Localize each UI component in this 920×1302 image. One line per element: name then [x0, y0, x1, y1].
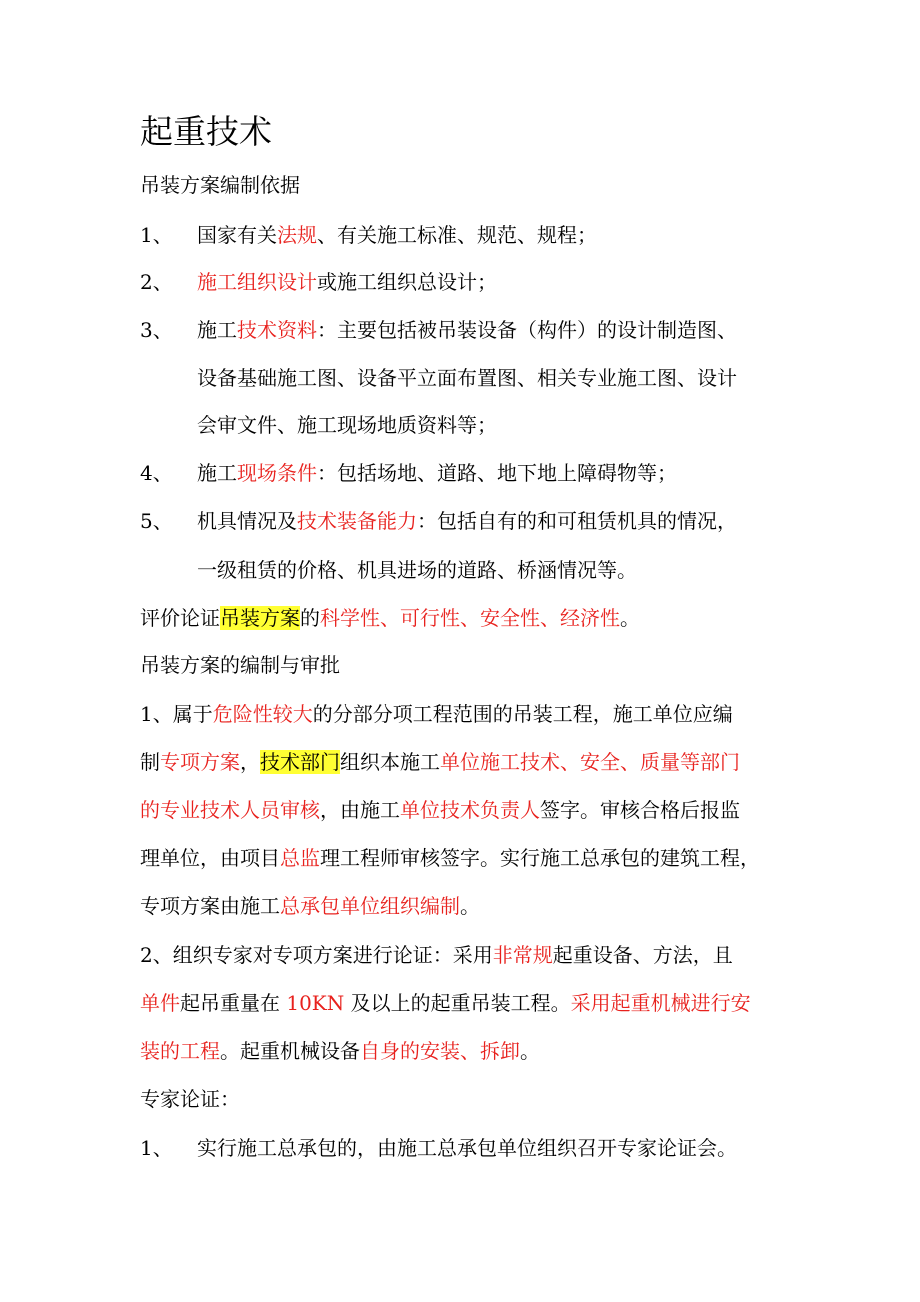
text-run: 采用起重机械进行安	[570, 991, 751, 1015]
text-run: 装的工程	[140, 1039, 220, 1063]
text-run: 。	[620, 606, 640, 630]
text-run: 总承包单位组织编制	[280, 894, 460, 918]
text-run: 制	[140, 750, 160, 774]
paragraph-line	[140, 844, 760, 872]
text-run: 10KN	[286, 991, 345, 1015]
text-run: 总监	[280, 846, 320, 870]
text-run: 会审文件、施工现场地质资料等；	[197, 413, 497, 437]
text-run: 组织本施工	[340, 750, 440, 774]
text-run: ：包括场地、道路、地下地上障碍物等；	[317, 461, 677, 485]
text-run: 单件	[140, 991, 180, 1015]
list-number: 3、	[140, 318, 173, 342]
text-run: ：主要包括被吊装设备（构件）的设计制造图、	[317, 318, 737, 342]
list-number: 2、	[140, 270, 173, 294]
paragraph-line	[140, 796, 740, 824]
text-run: 理工程师审核签字。实行施工总承包的建筑工程，	[320, 846, 760, 870]
text-run: 的专业技术人员审核	[140, 798, 320, 822]
list-item-text	[197, 507, 737, 535]
section-heading-basis: 吊装方案编制依据	[140, 173, 300, 197]
text-run: 或施工组织总设计；	[317, 270, 497, 294]
list-number: 4、	[140, 461, 173, 485]
section-heading-expert: 专家论证：	[140, 1087, 240, 1111]
paragraph-line	[140, 748, 740, 776]
evaluation-line	[140, 604, 640, 632]
text-run: 单位施工技术、安全、质量等部门	[440, 750, 740, 774]
list-item-text	[197, 316, 737, 344]
text-run: 的分部分项工程范围的吊装工程，施工单位应编	[312, 702, 733, 726]
text-run: ：包括自有的和可租赁机具的情况，	[417, 509, 737, 533]
text-run: 吊装方案	[220, 606, 300, 630]
paragraph-line	[140, 941, 733, 969]
list-item-text	[197, 556, 637, 584]
text-run: 技术资料	[237, 318, 317, 342]
paragraph-line	[140, 1037, 540, 1065]
text-run: 国家有关	[197, 223, 277, 247]
list-number: 1、	[140, 1136, 173, 1160]
text-run: 现场条件	[237, 461, 317, 485]
list-item-text	[197, 459, 677, 487]
list-item-text	[197, 268, 497, 296]
paragraph-line	[140, 700, 733, 728]
text-run: 设备基础施工图、设备平立面布置图、相关专业施工图、设计	[197, 366, 737, 390]
text-run: 单位技术负责人	[400, 798, 540, 822]
text-run: 实行施工总承包的，由施工总承包单位组织召开专家论证会。	[197, 1136, 737, 1160]
paragraph-line	[140, 989, 751, 1017]
text-run: 非常规	[492, 943, 553, 967]
text-run: 机具情况及	[197, 509, 297, 533]
text-run: 2、组织专家对专项方案进行论证：采用	[140, 943, 493, 967]
text-run: 科学性、可行性、安全性、经济性	[320, 606, 620, 630]
text-run: 自身的安装、拆卸	[360, 1039, 520, 1063]
text-run: 。	[460, 894, 480, 918]
list-number: 5、	[140, 509, 173, 533]
list-item-text	[197, 364, 737, 392]
text-run: ，由施工	[320, 798, 400, 822]
text-run: 起重设备、方法，且	[552, 943, 733, 967]
text-run: 理单位，由项目	[140, 846, 280, 870]
text-run: 施工组织设计	[197, 270, 317, 294]
text-run: 技术装备能力	[297, 509, 417, 533]
list-item-text	[197, 1134, 737, 1162]
text-run: 及以上的起重吊装工程。	[344, 991, 571, 1015]
text-run: 、有关施工标准、规范、规程；	[317, 223, 597, 247]
list-item-text	[197, 221, 597, 249]
paragraph-line	[140, 892, 480, 920]
text-run: 施工	[197, 318, 237, 342]
text-run: 评价论证	[140, 606, 220, 630]
list-number: 1、	[140, 223, 173, 247]
text-run: 法规	[277, 223, 317, 247]
list-item-text	[197, 411, 497, 439]
text-run: 施工	[197, 461, 237, 485]
text-run: 一级租赁的价格、机具进场的道路、桥涵情况等。	[197, 558, 637, 582]
text-run: 危险性较大	[212, 702, 313, 726]
text-run: 。起重机械设备	[220, 1039, 360, 1063]
section-heading-approval: 吊装方案的编制与审批	[140, 653, 340, 677]
text-run: 的	[300, 606, 320, 630]
text-run: 专项方案	[160, 750, 240, 774]
text-run: 专项方案由施工	[140, 894, 280, 918]
text-run: 。	[520, 1039, 540, 1063]
text-run: 起吊重量在	[180, 991, 287, 1015]
text-run: 签字。审核合格后报监	[540, 798, 740, 822]
text-run: ，	[240, 750, 260, 774]
page-title: 起重技术	[140, 112, 272, 151]
text-run: 技术部门	[260, 750, 340, 774]
text-run: 1、属于	[140, 702, 213, 726]
